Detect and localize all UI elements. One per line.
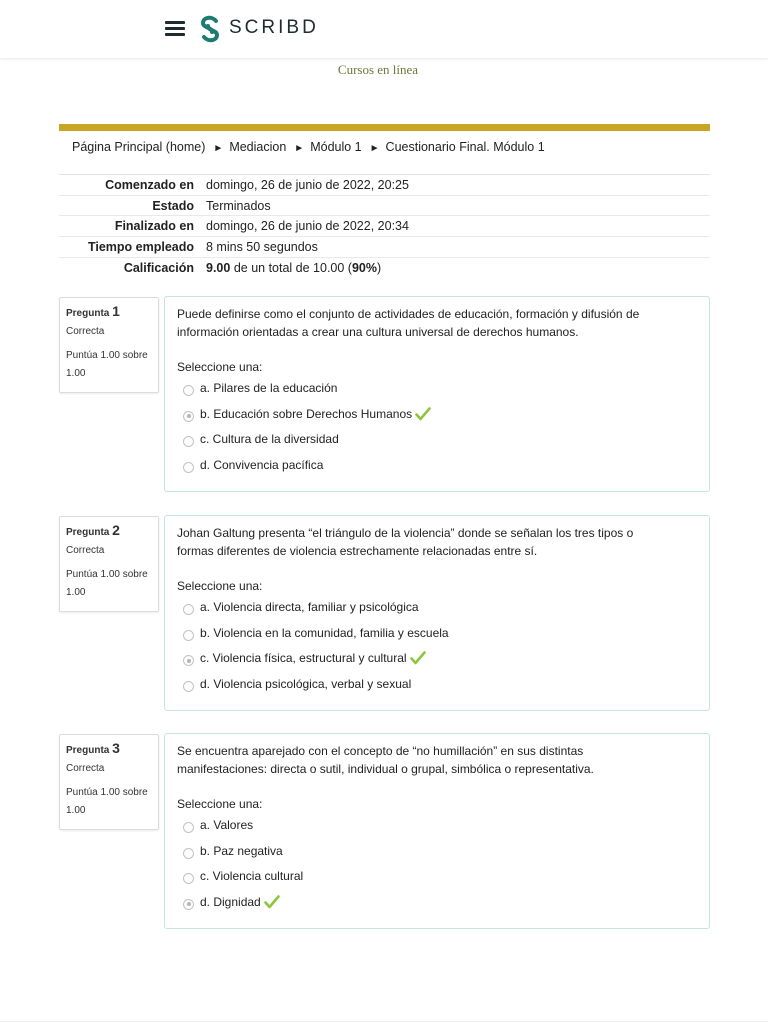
breadcrumb-home[interactable]: Página Principal (home)	[72, 140, 206, 154]
page-divider	[0, 1021, 768, 1022]
answer-options	[177, 600, 697, 702]
question-number: Pregunta 2	[66, 522, 120, 538]
grade-total: de un total de 10.00 (	[233, 260, 352, 275]
question-content	[164, 733, 710, 929]
radio-button[interactable]	[183, 899, 194, 910]
summary-label: Estado	[152, 198, 194, 213]
question-number: Pregunta 3	[66, 740, 120, 756]
answer-option[interactable]: d. Dignidad	[177, 895, 697, 921]
answer-options	[177, 381, 697, 483]
answer-option[interactable]: b. Educación sobre Derechos Humanos	[177, 407, 697, 433]
breadcrumb-module[interactable]: Módulo 1	[310, 140, 362, 154]
breadcrumb-quiz[interactable]: Cuestionario Final. Módulo 1	[385, 140, 545, 154]
answer-prompt: Seleccione una:	[177, 579, 263, 593]
summary-row-started	[59, 175, 710, 196]
answer-option[interactable]: b. Paz negativa	[177, 844, 697, 870]
radio-button[interactable]	[183, 604, 194, 615]
logo-text[interactable]: SCRIBD	[229, 17, 319, 38]
question-info	[59, 516, 159, 612]
scribd-logo-icon[interactable]	[198, 15, 222, 43]
question-info	[59, 734, 159, 830]
question-grade: Puntúa 1.00 sobre 1.00	[66, 569, 148, 598]
summary-row-grade	[59, 258, 710, 279]
answer-option[interactable]: a. Violencia directa, familiar y psicológica	[177, 600, 697, 626]
grade-score: 9.00	[206, 260, 231, 275]
radio-button[interactable]	[183, 411, 194, 422]
breadcrumb-course[interactable]: Mediacion	[229, 140, 287, 154]
question-content	[164, 515, 710, 711]
answer-option[interactable]: d. Violencia psicológica, verbal y sexual	[177, 677, 697, 703]
answer-option[interactable]: a. Valores	[177, 818, 697, 844]
question-text: Se encuentra aparejado con el concepto de “no humillación” en sus distintas manifestaciones: directa o sutil, individual o grupal, simbólica o representativa.	[177, 744, 594, 776]
summary-value: domingo, 26 de junio de 2022, 20:25	[206, 178, 409, 192]
question-text: Puede definirse como el conjunto de actividades de educación, formación y difusión de información orientadas a crear una cultura universal de derechos humanos.	[177, 307, 640, 339]
question-state: Correcta	[66, 326, 105, 337]
radio-button[interactable]	[183, 848, 194, 859]
header-accent-bar	[59, 124, 710, 131]
answer-prompt: Seleccione una:	[177, 797, 263, 811]
summary-value: Terminados	[206, 198, 271, 213]
summary-label: Tiempo empleado	[87, 240, 194, 255]
radio-button[interactable]	[183, 873, 194, 884]
answer-option[interactable]: c. Cultura de la diversidad	[177, 432, 697, 458]
answer-options	[177, 818, 697, 920]
summary-value: domingo, 26 de junio de 2022, 20:34	[206, 219, 409, 234]
correct-check-icon	[264, 895, 280, 909]
radio-button[interactable]	[183, 385, 194, 396]
question-state: Correcta	[66, 763, 105, 774]
summary-value: 8 mins 50 segundos	[206, 240, 318, 255]
summary-row-time	[59, 237, 710, 258]
question-grade: Puntúa 1.00 sobre 1.00	[66, 787, 148, 816]
question-content	[164, 296, 710, 492]
summary-label: Calificación	[123, 260, 194, 275]
hamburger-menu-icon[interactable]	[165, 21, 185, 37]
radio-button[interactable]	[183, 436, 194, 447]
breadcrumb-arrow-icon: ►	[294, 143, 305, 154]
answer-option[interactable]: c. Violencia cultural	[177, 869, 697, 895]
grade-percent: 90%	[351, 260, 378, 275]
radio-button[interactable]	[183, 462, 194, 473]
breadcrumb-arrow-icon: ►	[369, 143, 380, 154]
correct-check-icon	[410, 651, 426, 665]
summary-label: Finalizado en	[114, 219, 194, 234]
grade-close: )	[377, 260, 382, 275]
question-number: Pregunta 1	[66, 303, 120, 319]
radio-button[interactable]	[183, 822, 194, 833]
top-bar	[0, 0, 768, 58]
answer-option[interactable]: d. Convivencia pacífica	[177, 458, 697, 484]
summary-label: Comenzado en	[105, 178, 194, 192]
answer-option[interactable]: c. Violencia física, estructural y cultural	[177, 651, 697, 677]
breadcrumb-arrow-icon: ►	[213, 143, 224, 154]
radio-button[interactable]	[183, 681, 194, 692]
correct-check-icon	[415, 407, 431, 421]
summary-value	[206, 261, 381, 275]
question-state: Correcta	[66, 545, 105, 556]
answer-option[interactable]: b. Violencia en la comunidad, familia y escuela	[177, 626, 697, 652]
summary-row-finished	[59, 216, 710, 237]
summary-row-state	[59, 196, 710, 217]
site-title[interactable]: Cursos en línea	[337, 62, 419, 77]
radio-button[interactable]	[183, 630, 194, 641]
answer-prompt: Seleccione una:	[177, 360, 263, 374]
breadcrumb	[72, 140, 545, 154]
radio-button[interactable]	[183, 655, 194, 666]
question-text: Johan Galtung presenta “el triángulo de la violencia” donde se señalan los tres tipos o formas diferentes de violencia estrechamente relacionadas entre sí.	[177, 526, 634, 558]
question-grade: Puntúa 1.00 sobre 1.00	[66, 350, 148, 379]
answer-option[interactable]: a. Pilares de la educación	[177, 381, 697, 407]
attempt-summary-table	[59, 174, 710, 278]
question-info	[59, 297, 159, 393]
